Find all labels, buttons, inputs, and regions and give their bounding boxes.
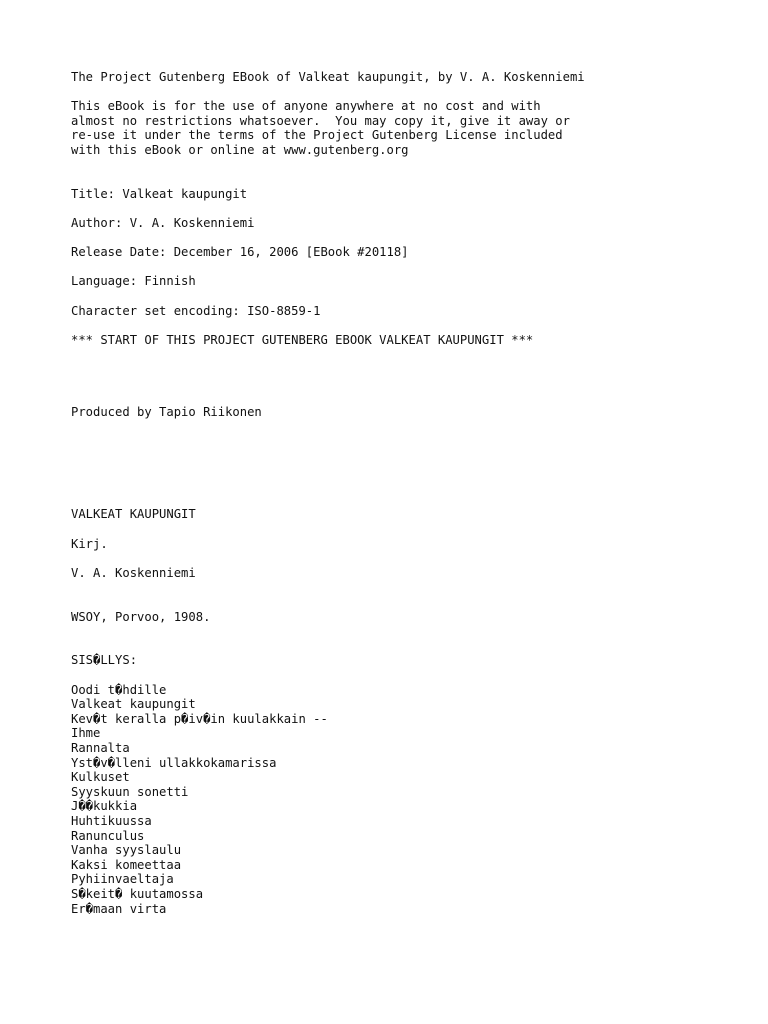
metadata-title: Title: Valkeat kaupungit (71, 186, 248, 201)
license-line: with this eBook or online at www.gutenberg.org (71, 142, 409, 157)
metadata-author: Author: V. A. Koskenniemi (71, 215, 255, 230)
book-kirj: Kirj. (71, 536, 108, 551)
toc-list (71, 683, 711, 917)
toc-item: Ranunculus (71, 828, 145, 843)
toc-item: J��kukkia (71, 799, 138, 814)
toc-heading: SIS�LLYS: (71, 653, 138, 668)
ebook-text (71, 70, 711, 916)
toc-item: Rannalta (71, 740, 130, 755)
toc-item: Syyskuun sonetti (71, 784, 189, 799)
metadata-language: Language: Finnish (71, 274, 196, 289)
license-paragraph (71, 99, 711, 157)
start-marker: *** START OF THIS PROJECT GUTENBERG EBOOK VALKEAT KAUPUNGIT *** (71, 332, 534, 347)
license-line: This eBook is for the use of anyone anywhere at no cost and with (71, 99, 541, 114)
metadata-release-date: Release Date: December 16, 2006 [EBook #20118] (71, 245, 409, 260)
book-title: VALKEAT KAUPUNGIT (71, 507, 196, 522)
toc-item: Er�maan virta (71, 901, 167, 916)
toc-item: Vanha syyslaulu (71, 843, 182, 858)
toc-item: Oodi t�hdille (71, 682, 167, 697)
toc-item: Kev�t keralla p�iv�in kuulakkain -- (71, 711, 328, 726)
toc-item: Kulkuset (71, 770, 130, 785)
toc-item: S�keit� kuutamossa (71, 886, 204, 901)
toc-item: Pyhiinvaeltaja (71, 872, 174, 887)
toc-item: Valkeat kaupungit (71, 697, 196, 712)
metadata-encoding: Character set encoding: ISO-8859-1 (71, 303, 321, 318)
toc-item: Yst�v�lleni ullakkokamarissa (71, 755, 277, 770)
produced-by: Produced by Tapio Riikonen (71, 405, 262, 420)
toc-item: Ihme (71, 726, 101, 741)
license-line: re-use it under the terms of the Project Gutenberg License included (71, 128, 563, 143)
book-publisher: WSOY, Porvoo, 1908. (71, 609, 211, 624)
book-author: V. A. Koskenniemi (71, 565, 196, 580)
toc-item: Kaksi komeettaa (71, 857, 182, 872)
toc-item: Huhtikuussa (71, 813, 152, 828)
license-line: almost no restrictions whatsoever. You may copy it, give it away or (71, 113, 570, 128)
ebook-header-line: The Project Gutenberg EBook of Valkeat kaupungit, by V. A. Koskenniemi (71, 70, 585, 84)
